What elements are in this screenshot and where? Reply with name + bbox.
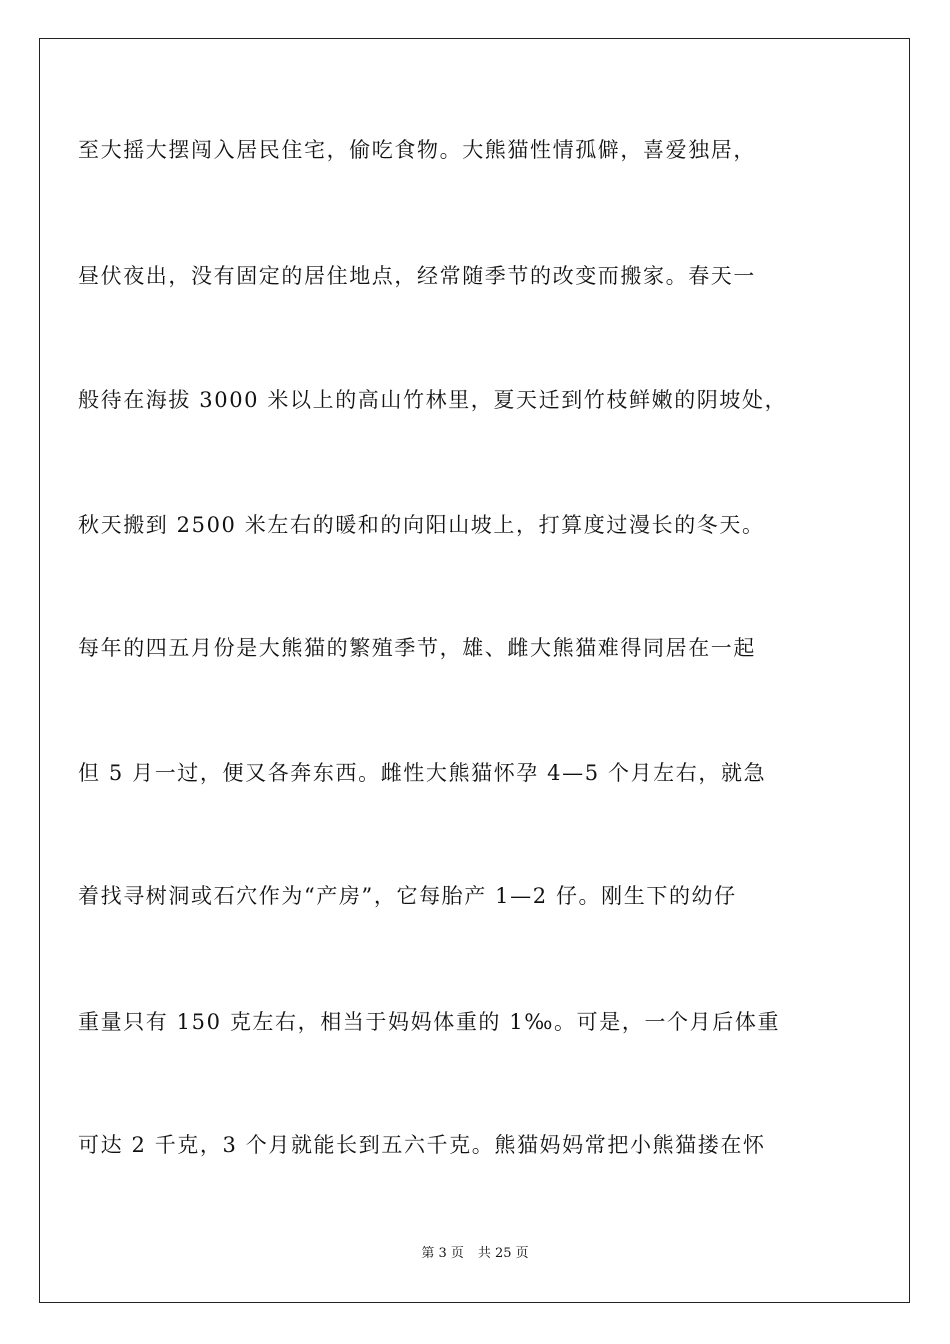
text-line: 但 5 月一过，便又各奔东西。雌性大熊猫怀孕 4—5 个月左右，就急 (78, 761, 767, 785)
page-number: 第 3 页 (421, 1246, 464, 1261)
text-line: 般待在海拔 3000 米以上的高山竹林里，夏天迁到竹枝鲜嫩的阴坡处， (78, 388, 788, 412)
text-line: 秋天搬到 2500 米左右的暖和的向阳山坡上，打算度过漫长的冬天。 (78, 513, 765, 537)
page-total: 共 25 页 (477, 1246, 529, 1261)
text-line: 至大摇大摆闯入居民住宅，偷吃食物。大熊猫性情孤僻，喜爱独居， (78, 138, 756, 162)
text-line: 着找寻树洞或石穴作为“产房”，它每胎产 1—2 仔。刚生下的幼仔 (78, 884, 737, 908)
text-line: 每年的四五月份是大熊猫的繁殖季节，雄、雌大熊猫难得同居在一起 (78, 636, 756, 660)
page-footer (0, 1246, 950, 1262)
page-border (39, 38, 910, 1303)
text-line: 可达 2 千克，3 个月就能长到五六千克。熊猫妈妈常把小熊猫搂在怀 (78, 1133, 766, 1157)
text-line: 昼伏夜出，没有固定的居住地点，经常随季节的改变而搬家。春天一 (78, 264, 756, 288)
text-line: 重量只有 150 克左右，相当于妈妈体重的 1‰。可是，一个月后体重 (78, 1010, 781, 1034)
